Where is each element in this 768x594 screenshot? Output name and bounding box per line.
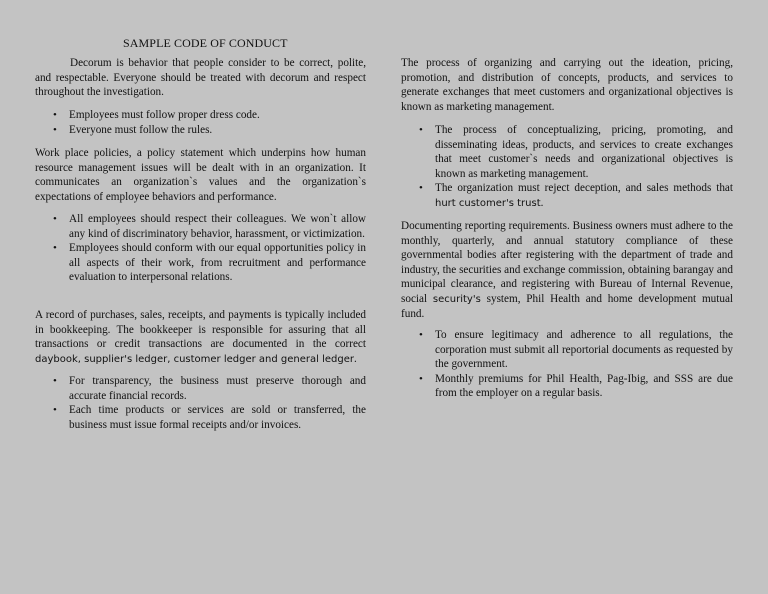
dress-code-list — [35, 108, 366, 137]
list-item: • Monthly premiums for Phil Health, Pag-Ibig, and SSS are due from the employer on a regular basis. — [401, 372, 733, 401]
decorum-paragraph: Decorum is behavior that people consider to be correct, polite, and respectable. Everyone should be treated with decorum and respect throughout the investigation. — [35, 57, 366, 98]
bookkeeping-text: A record of purchases, sales, receipts, and payments is typically included in bookkeeping. The bookkeeper is responsible for assuring that all transactions or credit transactions are documented in the correct — [35, 309, 366, 350]
list-item: • Each time products or services are sold or transferred, the business must issue formal receipts and/or invoices. — [35, 403, 366, 432]
document-title: SAMPLE CODE OF CONDUCT — [123, 36, 288, 50]
ledger-list-text: daybook, supplier's ledger, customer ledger and general ledger — [35, 353, 354, 365]
bookkeeping-end: . — [353, 352, 357, 365]
marketing-list — [401, 123, 733, 211]
respect-list — [35, 212, 366, 285]
compliance-list — [401, 328, 733, 401]
list-item: • Everyone must follow the rules. — [35, 123, 366, 138]
list-item — [401, 181, 733, 211]
reporting-end: system, Phil Health and home development mutual fund. — [401, 292, 734, 320]
workplace-policies-paragraph: Work place policies, a policy statement which underpins how human resource management issues will be dealt with in an organization. It communicates an organization`s values and the organization`s expectations of employee behaviors and performance. — [35, 147, 366, 203]
deception-text: The organization must reject deception, and sales methods that — [435, 182, 733, 194]
customer-trust-text: hurt customer's trust — [435, 197, 541, 209]
list-item: • All employees should respect their colleagues. We won`t allow any kind of discriminatory behavior, harassment, or victimization. — [35, 212, 366, 241]
bookkeeping-paragraph — [35, 308, 366, 367]
list-item: • Employees should conform with our equal opportunities policy in all aspects of their work, from recruitment and performance evaluation to interpersonal relations. — [35, 241, 366, 285]
reporting-paragraph — [401, 219, 733, 322]
transparency-list — [35, 374, 366, 432]
list-item: • To ensure legitimacy and adherence to all regulations, the corporation must submit all reportorial documents as requested by the government. — [401, 328, 733, 372]
deception-end: . — [540, 196, 544, 209]
list-item: • Employees must follow proper dress code. — [35, 108, 366, 123]
reporting-text: Documenting reporting requirements. Business owners must adhere to the monthly, quarterly, and annual statutory compliance of these governmental bodies after registering with the department of trade and industry, the securities and exchange commission, obtaining barangay and municipal clearance, and registering with Bureau of Internal Revenue, social — [401, 220, 733, 305]
security-text: security's — [432, 293, 481, 305]
list-item: • The process of conceptualizing, pricing, promoting, and disseminating ideas, products, and services to create exchanges that meet customer`s needs and organizational objectives is known as marketing management. — [401, 123, 733, 181]
marketing-paragraph: The process of organizing and carrying out the ideation, pricing, promotion, and distribution of concepts, products, and services to generate exchanges that meet customers and organizational objectives is known as marketing management. — [401, 57, 733, 113]
list-item: • For transparency, the business must preserve thorough and accurate financial records. — [35, 374, 366, 403]
